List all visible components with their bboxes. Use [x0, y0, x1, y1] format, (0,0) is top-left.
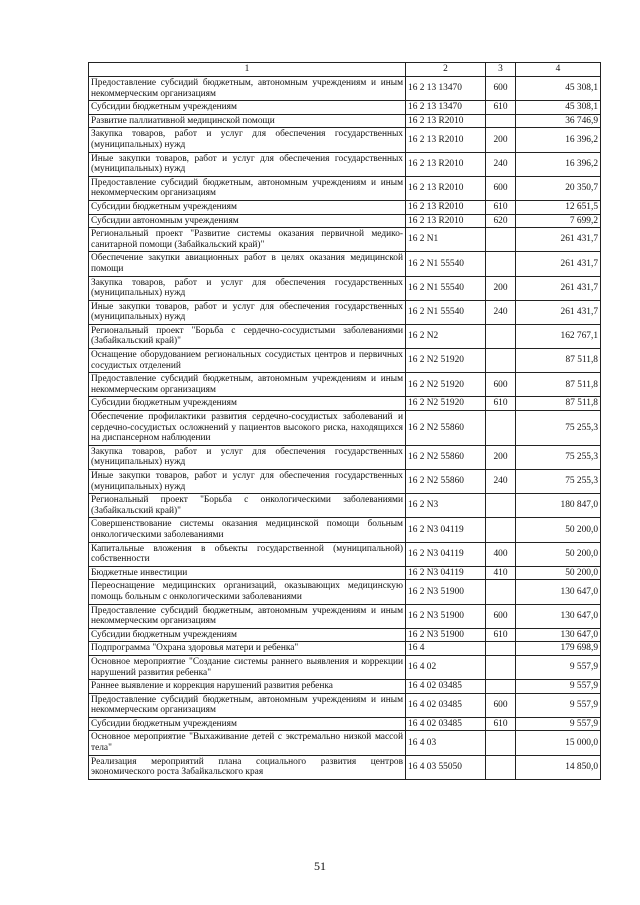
row-name: Субсидии автономным учреждениям — [89, 214, 406, 228]
row-code: 16 2 N2 51920 — [406, 349, 486, 373]
row-code: 16 2 N3 04119 — [406, 518, 486, 542]
row-code: 16 2 N2 — [406, 324, 486, 348]
header-col-4: 4 — [516, 63, 601, 77]
row-name: Иные закупки товаров, работ и услуг для обеспечения государственных (муниципальных) нужд — [89, 470, 406, 494]
row-name: Субсидии бюджетным учреждениям — [89, 717, 406, 731]
row-expense-type — [486, 642, 516, 656]
table-row — [89, 470, 601, 494]
row-code: 16 2 N1 55540 — [406, 300, 486, 324]
row-code: 16 2 13 R2010 — [406, 214, 486, 228]
row-code: 16 2 N3 04119 — [406, 566, 486, 580]
table-row — [89, 693, 601, 717]
row-amount: 45 308,1 — [516, 77, 601, 101]
row-name: Переоснащение медицинских организаций, оказывающих медицинскую помощь больным с онкологическими заболеваниями — [89, 580, 406, 604]
page-number: 51 — [314, 859, 326, 873]
row-code: 16 2 13 R2010 — [406, 152, 486, 176]
row-amount: 261 431,7 — [516, 276, 601, 300]
header-col-1: 1 — [89, 63, 406, 77]
row-code: 16 2 N3 51900 — [406, 628, 486, 642]
row-expense-type: 600 — [486, 693, 516, 717]
row-expense-type: 600 — [486, 176, 516, 200]
row-name: Закупка товаров, работ и услуг для обеспечения государственных (муниципальных) нужд — [89, 445, 406, 469]
row-amount: 9 557,9 — [516, 655, 601, 679]
row-name: Субсидии бюджетным учреждениям — [89, 628, 406, 642]
row-name: Обеспечение закупки авиационных работ в целях оказания медицинской помощи — [89, 252, 406, 276]
header-col-2: 2 — [406, 63, 486, 77]
row-name: Предоставление субсидий бюджетным, автономным учреждениям и иным некоммерческим организациям — [89, 373, 406, 397]
row-amount: 50 200,0 — [516, 566, 601, 580]
row-expense-type — [486, 755, 516, 779]
row-name: Предоставление субсидий бюджетным, автономным учреждениям и иным некоммерческим организациям — [89, 604, 406, 628]
table-row — [89, 101, 601, 115]
row-expense-type — [486, 252, 516, 276]
row-name: Оснащение оборудованием региональных сосудистых центров и первичных сосудистых отделений — [89, 349, 406, 373]
row-expense-type — [486, 411, 516, 446]
row-expense-type — [486, 580, 516, 604]
row-expense-type: 200 — [486, 128, 516, 152]
row-expense-type — [486, 228, 516, 252]
row-name: Региональный проект "Борьба с сердечно-сосудистыми заболеваниями (Забайкальский край)" — [89, 324, 406, 348]
row-code: 16 4 02 — [406, 655, 486, 679]
row-name: Предоставление субсидий бюджетным, автономным учреждениям и иным некоммерческим организациям — [89, 77, 406, 101]
row-name: Региональный проект "Борьба с онкологическими заболеваниями (Забайкальский край)" — [89, 494, 406, 518]
row-expense-type — [486, 324, 516, 348]
row-expense-type: 620 — [486, 214, 516, 228]
row-code: 16 2 N3 04119 — [406, 542, 486, 566]
row-expense-type: 200 — [486, 445, 516, 469]
row-expense-type: 600 — [486, 373, 516, 397]
row-code: 16 2 N2 55860 — [406, 411, 486, 446]
row-amount: 87 511,8 — [516, 397, 601, 411]
row-amount: 15 000,0 — [516, 731, 601, 755]
row-amount: 50 200,0 — [516, 518, 601, 542]
row-amount: 20 350,7 — [516, 176, 601, 200]
table-row — [89, 176, 601, 200]
row-code: 16 2 N1 — [406, 228, 486, 252]
row-expense-type — [486, 114, 516, 128]
row-expense-type: 610 — [486, 397, 516, 411]
row-expense-type — [486, 518, 516, 542]
table-row — [89, 680, 601, 694]
row-name: Субсидии бюджетным учреждениям — [89, 200, 406, 214]
row-name: Иные закупки товаров, работ и услуг для обеспечения государственных (муниципальных) нужд — [89, 300, 406, 324]
table-row — [89, 755, 601, 779]
row-expense-type: 410 — [486, 566, 516, 580]
row-amount: 9 557,9 — [516, 680, 601, 694]
row-name: Бюджетные инвестиции — [89, 566, 406, 580]
row-amount: 261 431,7 — [516, 300, 601, 324]
row-code: 16 2 N2 51920 — [406, 373, 486, 397]
row-name: Региональный проект "Развитие системы оказания первичной медико-санитарной помощи (Забайкальский край)" — [89, 228, 406, 252]
table-row — [89, 373, 601, 397]
row-amount: 261 431,7 — [516, 252, 601, 276]
row-amount: 261 431,7 — [516, 228, 601, 252]
row-amount: 16 396,2 — [516, 152, 601, 176]
row-name: Развитие паллиативной медицинской помощи — [89, 114, 406, 128]
row-code: 16 2 N3 51900 — [406, 580, 486, 604]
row-name: Основное мероприятие "Выхаживание детей с экстремально низкой массой тела" — [89, 731, 406, 755]
row-amount: 75 255,3 — [516, 411, 601, 446]
row-code: 16 2 N2 55860 — [406, 445, 486, 469]
table-row — [89, 411, 601, 446]
row-expense-type: 610 — [486, 717, 516, 731]
header-col-3: 3 — [486, 63, 516, 77]
table-row — [89, 717, 601, 731]
budget-table — [88, 62, 601, 780]
row-code: 16 2 N1 55540 — [406, 252, 486, 276]
row-name: Субсидии бюджетным учреждениям — [89, 397, 406, 411]
table-row — [89, 128, 601, 152]
row-amount: 75 255,3 — [516, 445, 601, 469]
row-code: 16 2 N3 — [406, 494, 486, 518]
table-row — [89, 731, 601, 755]
table-row — [89, 252, 601, 276]
row-expense-type: 240 — [486, 470, 516, 494]
row-amount: 7 699,2 — [516, 214, 601, 228]
row-code: 16 4 03 55050 — [406, 755, 486, 779]
row-code: 16 4 02 03485 — [406, 693, 486, 717]
table-row — [89, 214, 601, 228]
row-name: Подпрограмма "Охрана здоровья матери и ребенка" — [89, 642, 406, 656]
row-amount: 180 847,0 — [516, 494, 601, 518]
row-amount: 162 767,1 — [516, 324, 601, 348]
row-code: 16 2 13 13470 — [406, 101, 486, 115]
row-code: 16 4 03 — [406, 731, 486, 755]
row-name: Субсидии бюджетным учреждениям — [89, 101, 406, 115]
row-name: Раннее выявление и коррекция нарушений развития ребенка — [89, 680, 406, 694]
row-code: 16 4 — [406, 642, 486, 656]
table-row — [89, 324, 601, 348]
table-row — [89, 494, 601, 518]
row-amount: 130 647,0 — [516, 580, 601, 604]
table-row — [89, 397, 601, 411]
table-row — [89, 542, 601, 566]
row-expense-type: 610 — [486, 101, 516, 115]
table-row — [89, 300, 601, 324]
row-amount: 16 396,2 — [516, 128, 601, 152]
row-code: 16 4 02 03485 — [406, 717, 486, 731]
row-name: Обеспечение профилактики развития сердечно-сосудистых заболеваний и сердечно-сосудистых осложнений у пациентов высокого риска, находящихся на диспансерном наблюдении — [89, 411, 406, 446]
row-code: 16 4 02 03485 — [406, 680, 486, 694]
row-amount: 179 698,9 — [516, 642, 601, 656]
row-code: 16 2 13 R2010 — [406, 176, 486, 200]
row-amount: 45 308,1 — [516, 101, 601, 115]
row-expense-type: 600 — [486, 604, 516, 628]
row-expense-type: 610 — [486, 628, 516, 642]
table-row — [89, 349, 601, 373]
table-row — [89, 114, 601, 128]
table-row — [89, 152, 601, 176]
row-amount: 12 651,5 — [516, 200, 601, 214]
row-name: Предоставление субсидий бюджетным, автономным учреждениям и иным некоммерческим организациям — [89, 693, 406, 717]
row-name: Совершенствование системы оказания медицинской помощи больным онкологическими заболеваниями — [89, 518, 406, 542]
row-code: 16 2 13 R2010 — [406, 128, 486, 152]
row-amount: 9 557,9 — [516, 717, 601, 731]
row-amount: 9 557,9 — [516, 693, 601, 717]
row-expense-type — [486, 655, 516, 679]
row-amount: 130 647,0 — [516, 604, 601, 628]
row-expense-type: 240 — [486, 152, 516, 176]
row-name: Предоставление субсидий бюджетным, автономным учреждениям и иным некоммерческим организациям — [89, 176, 406, 200]
table-header-row — [89, 63, 601, 77]
row-expense-type: 200 — [486, 276, 516, 300]
row-name: Капитальные вложения в объекты государственной (муниципальной) собственности — [89, 542, 406, 566]
table-row — [89, 628, 601, 642]
row-expense-type: 400 — [486, 542, 516, 566]
row-name: Закупка товаров, работ и услуг для обеспечения государственных (муниципальных) нужд — [89, 276, 406, 300]
row-expense-type — [486, 680, 516, 694]
row-expense-type — [486, 731, 516, 755]
table-row — [89, 445, 601, 469]
row-amount: 87 511,8 — [516, 349, 601, 373]
row-amount: 130 647,0 — [516, 628, 601, 642]
row-amount: 75 255,3 — [516, 470, 601, 494]
row-name: Основное мероприятие "Создание системы раннего выявления и коррекции нарушений развития ребенка" — [89, 655, 406, 679]
row-name: Реализация мероприятий плана социального развития центров экономического роста Забайкальского края — [89, 755, 406, 779]
row-code: 16 2 N1 55540 — [406, 276, 486, 300]
table-row — [89, 518, 601, 542]
row-code: 16 2 N3 51900 — [406, 604, 486, 628]
row-amount: 87 511,8 — [516, 373, 601, 397]
row-code: 16 2 13 13470 — [406, 77, 486, 101]
table-row — [89, 642, 601, 656]
row-code: 16 2 13 R2010 — [406, 114, 486, 128]
table-row — [89, 604, 601, 628]
row-amount: 50 200,0 — [516, 542, 601, 566]
table-row — [89, 655, 601, 679]
table-row — [89, 77, 601, 101]
table-row — [89, 200, 601, 214]
row-amount: 36 746,9 — [516, 114, 601, 128]
row-code: 16 2 N2 51920 — [406, 397, 486, 411]
row-code: 16 2 N2 55860 — [406, 470, 486, 494]
row-expense-type — [486, 494, 516, 518]
row-expense-type: 610 — [486, 200, 516, 214]
row-expense-type — [486, 349, 516, 373]
table-row — [89, 276, 601, 300]
row-amount: 14 850,0 — [516, 755, 601, 779]
row-name: Закупка товаров, работ и услуг для обеспечения государственных (муниципальных) нужд — [89, 128, 406, 152]
table-row — [89, 580, 601, 604]
table-row — [89, 566, 601, 580]
table-row — [89, 228, 601, 252]
row-code: 16 2 13 R2010 — [406, 200, 486, 214]
row-name: Иные закупки товаров, работ и услуг для обеспечения государственных (муниципальных) нужд — [89, 152, 406, 176]
row-expense-type: 600 — [486, 77, 516, 101]
row-expense-type: 240 — [486, 300, 516, 324]
